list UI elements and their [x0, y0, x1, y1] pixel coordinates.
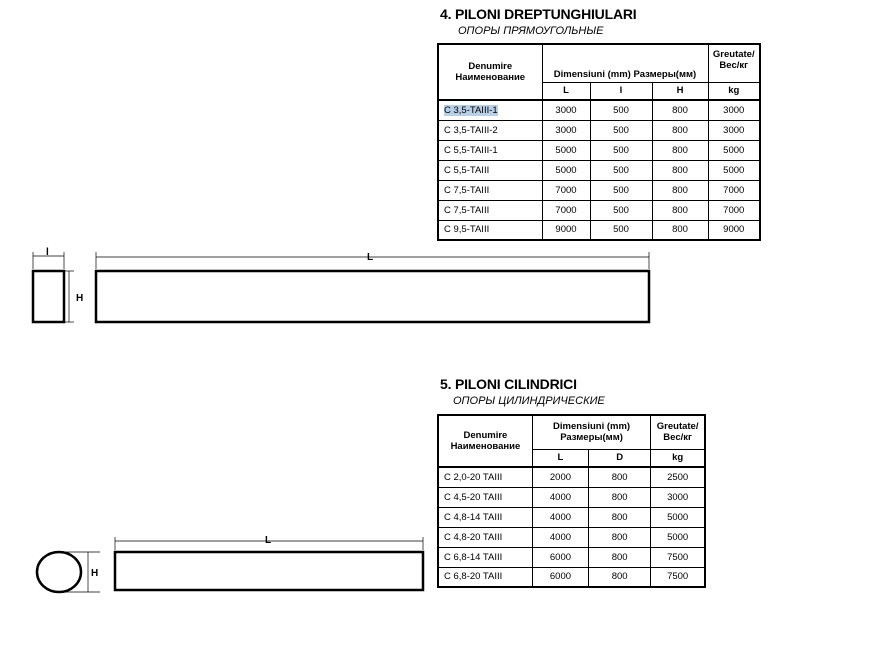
row-kg: 7000 [708, 200, 760, 220]
table-row [438, 507, 705, 527]
row-name: C 4,8-14 TAIII [438, 507, 532, 527]
table-row [438, 467, 705, 487]
row-L: 6000 [532, 567, 588, 587]
row-kg: 3000 [708, 120, 760, 140]
table-row [438, 160, 760, 180]
col-header-kg: kg [651, 449, 705, 467]
row-name: C 6,8-20 TAIII [438, 567, 532, 587]
row-kg: 3000 [708, 100, 760, 120]
row-L: 6000 [532, 547, 588, 567]
row-L: 4000 [532, 527, 588, 547]
cyl-pile-side-view [115, 552, 423, 590]
row-kg: 5000 [708, 140, 760, 160]
section4-title: 4. PILONI DREPTUNGHIULARI [440, 6, 637, 22]
dim-label-L: L [367, 252, 374, 263]
row-L: 4000 [532, 487, 588, 507]
table-row [438, 200, 760, 220]
row-name: C 5,5-TAIII-1 [438, 140, 542, 160]
row-l: 500 [590, 200, 652, 220]
dim-label-H: H [76, 293, 84, 304]
table-header-row [438, 415, 705, 449]
table-row [438, 487, 705, 507]
col-header-name-ro: Denumire [463, 430, 508, 441]
row-L: 9000 [542, 220, 590, 240]
row-L: 5000 [542, 140, 590, 160]
rect-pile-side-view [96, 271, 649, 322]
row-name: C 5,5-TAIII [438, 160, 542, 180]
row-name: C 4,8-20 TAIII [438, 527, 532, 547]
col-header-dimensions-ru: Размеры(мм) [560, 432, 623, 444]
section5-subtitle: ОПОРЫ ЦИЛИНДРИЧЕСКИЕ [453, 395, 605, 407]
table-header-row [438, 44, 760, 82]
col-header-weight-ro: Greutate/ [656, 421, 699, 433]
col-header-weight [651, 415, 705, 449]
row-D: 800 [589, 487, 651, 507]
row-D: 800 [589, 507, 651, 527]
row-l: 500 [590, 100, 652, 120]
table-row [438, 527, 705, 547]
col-header-dimensions [532, 415, 650, 449]
col-header-l: l [590, 82, 652, 100]
table-row [438, 220, 760, 240]
row-name: C 7,5-TAIII [438, 200, 542, 220]
row-L: 7000 [542, 200, 590, 220]
row-name: C 4,5-20 TAIII [438, 487, 532, 507]
rect-piles-table [437, 43, 761, 241]
row-H: 800 [652, 220, 708, 240]
row-L: 3000 [542, 100, 590, 120]
row-H: 800 [652, 100, 708, 120]
col-header-weight-ro: Greutate/ [712, 49, 755, 60]
col-header-L: L [542, 82, 590, 100]
circle-cross-section [37, 552, 81, 592]
row-kg: 9000 [708, 220, 760, 240]
row-H: 800 [652, 180, 708, 200]
table-row [438, 120, 760, 140]
cyl-pile-drawing [0, 530, 440, 600]
table-row [438, 140, 760, 160]
rect-cross-section [33, 271, 64, 322]
row-name: C 2,0-20 TAIII [438, 467, 532, 487]
col-header-name-ru: Наименование [455, 72, 526, 83]
row-H: 800 [652, 200, 708, 220]
dim-label-l: l [46, 247, 49, 258]
row-D: 800 [589, 567, 651, 587]
col-header-weight-ru: Вес/кг [719, 60, 749, 71]
row-l: 500 [590, 140, 652, 160]
col-header-H: H [652, 82, 708, 100]
section5-title: 5. PILONI CILINDRICI [440, 376, 577, 392]
row-H: 800 [652, 120, 708, 140]
row-name: C 3,5-TAIII-2 [438, 120, 542, 140]
row-D: 800 [589, 547, 651, 567]
section4-subtitle: ОПОРЫ ПРЯМОУГОЛЬНЫЕ [458, 25, 604, 37]
col-header-name [438, 415, 532, 467]
row-l: 500 [590, 120, 652, 140]
col-header-weight-ru: Вес/кг [663, 432, 692, 444]
row-l: 500 [590, 220, 652, 240]
row-D: 800 [589, 467, 651, 487]
table-row [438, 547, 705, 567]
col-header-name-ro: Denumire [468, 61, 513, 72]
selected-text[interactable]: C 3,5-TAIII-1 [444, 104, 498, 116]
row-L: 3000 [542, 120, 590, 140]
row-name: C 6,8-14 TAIII [438, 547, 532, 567]
col-header-dimensions-ro: Dimensiuni (mm) [553, 421, 631, 433]
col-header-kg: kg [708, 82, 760, 100]
row-L: 5000 [542, 160, 590, 180]
row-kg: 7500 [651, 547, 705, 567]
col-header-dimensions: Dimensiuni (mm) Размеры(мм) [542, 44, 708, 82]
row-name [438, 100, 542, 120]
row-name: C 9,5-TAIII [438, 220, 542, 240]
table-row [438, 100, 760, 120]
col-header-name-ru: Наименование [450, 441, 521, 452]
cyl-piles-table [437, 414, 706, 588]
table-row [438, 567, 705, 587]
col-header-D: D [589, 449, 651, 467]
table-row [438, 180, 760, 200]
rect-pile-drawing [0, 240, 680, 340]
row-l: 500 [590, 160, 652, 180]
row-kg: 7500 [651, 567, 705, 587]
row-kg: 5000 [708, 160, 760, 180]
row-kg: 5000 [651, 527, 705, 547]
row-name: C 7,5-TAIII [438, 180, 542, 200]
row-kg: 2500 [651, 467, 705, 487]
row-l: 500 [590, 180, 652, 200]
row-H: 800 [652, 160, 708, 180]
row-L: 7000 [542, 180, 590, 200]
row-D: 800 [589, 527, 651, 547]
col-header-L: L [532, 449, 588, 467]
row-kg: 7000 [708, 180, 760, 200]
row-L: 2000 [532, 467, 588, 487]
col-header-weight [708, 44, 760, 82]
col-header-name [438, 44, 542, 100]
dim-label-L: L [265, 535, 272, 546]
dim-label-H: H [91, 568, 99, 579]
row-kg: 3000 [651, 487, 705, 507]
row-H: 800 [652, 140, 708, 160]
row-L: 4000 [532, 507, 588, 527]
row-kg: 5000 [651, 507, 705, 527]
